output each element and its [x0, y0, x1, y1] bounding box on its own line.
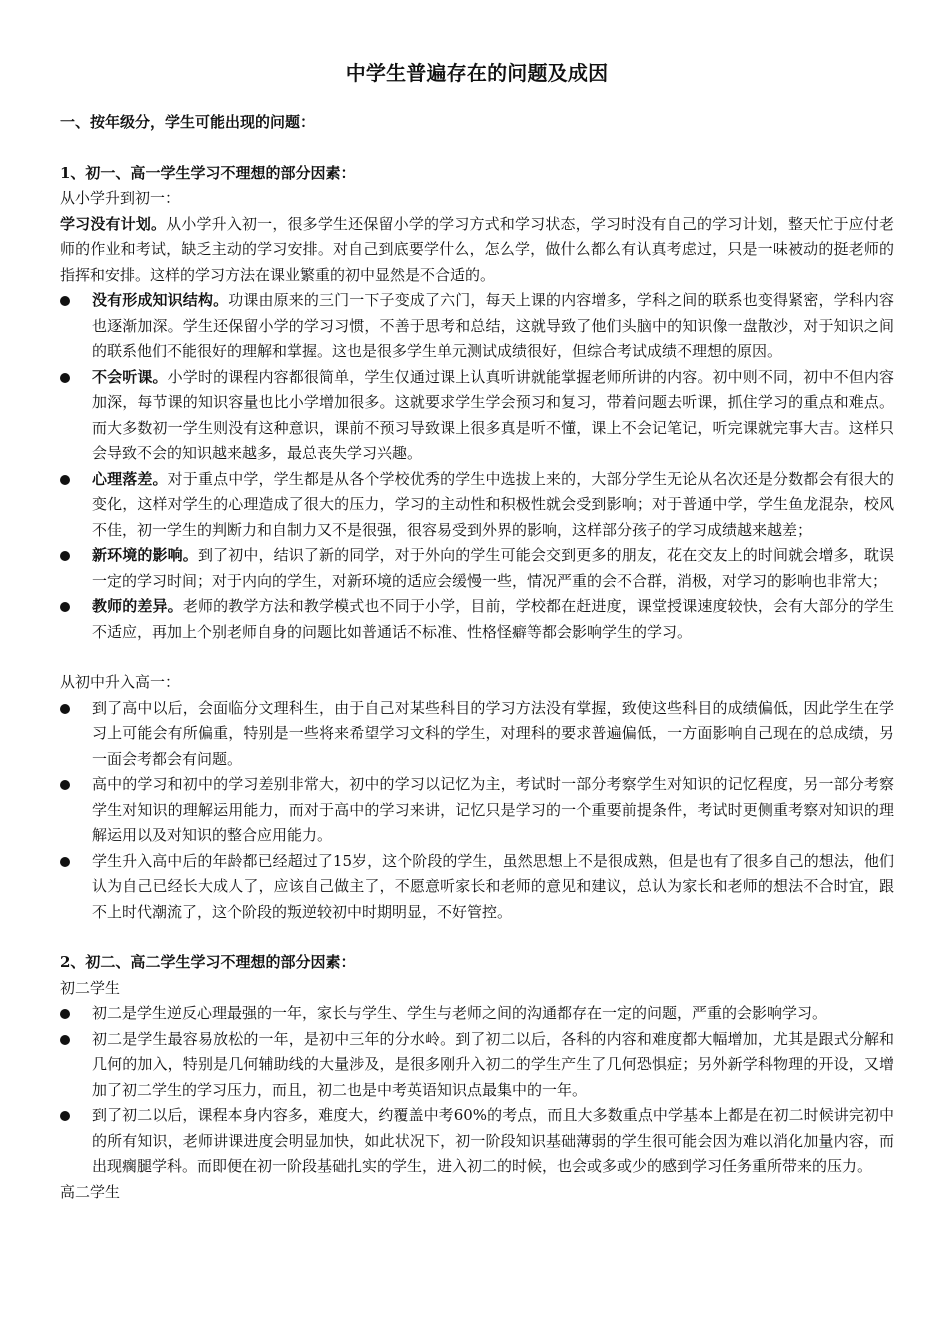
- bullet-icon: [60, 1111, 70, 1121]
- list-item: [60, 1001, 894, 1027]
- list-item: [60, 1027, 894, 1104]
- bullet-text: 初二是学生逆反心理最强的一年，家长与学生、学生与老师之间的沟通都存在一定的问题，严重的会影响学习。: [92, 1004, 828, 1022]
- bullet-text: 到了初中，结识了新的同学，对于外向的学生可能会交到更多的朋友，花在交友上的时间就会增多，耽误一定的学习时间；对于内向的学生，对新环境的适应会缓慢一些，情况严重的会不合群，消极，对学习的影响也非常大；: [92, 546, 894, 590]
- bullet-bold-lead: 没有形成知识结构。: [92, 291, 229, 309]
- list-item: [60, 849, 894, 926]
- intro-text: 从小学升入初一，很多学生还保留小学的学习方式和学习状态，学习时没有自己的学习计划，整天忙于应付老师的作业和考试，缺乏主动的学习安排。对自己到底要学什么，怎么学，做什么都么有认真考虑过，只是一味被动的挺老师的指挥和安排。这样的学习方法在课业繁重的初中显然是不合适的。: [60, 214, 894, 284]
- bullet-icon: [60, 857, 70, 867]
- bullet-bold-lead: 教师的差异。: [92, 597, 183, 615]
- section-1-intro-paragraph: [60, 212, 894, 289]
- bullet-icon: [60, 296, 70, 306]
- bullet-bold-lead: 心理落差。: [92, 469, 168, 488]
- list-item: [60, 467, 894, 544]
- bullet-icon: [60, 475, 70, 485]
- bullet-icon: [60, 1009, 70, 1019]
- list-item: [60, 594, 894, 645]
- bullet-text: 老师的教学方法和教学模式也不同于小学，目前，学校都在赶进度，课堂授课速度较快，会有大部分的学生不适应，再加上个别老师自身的问题比如普通话不标准、性格怪癖等都会影响学生的学习。: [92, 597, 894, 641]
- bullet-bold-lead: 新环境的影响。: [92, 546, 198, 564]
- list-item: [60, 772, 894, 849]
- page-title: 中学生普遍存在的问题及成因: [345, 61, 609, 85]
- list-item: [60, 543, 894, 594]
- section-2-subheading-grade11: 高二学生: [60, 1182, 121, 1201]
- section-2-heading: 2、初二、高二学生学习不理想的部分因素：: [60, 953, 356, 971]
- bullet-bold-lead: 不会听课。: [92, 367, 168, 386]
- section-2-bullets: [60, 1001, 894, 1180]
- bullet-icon: [60, 1035, 70, 1045]
- bullet-text: 学生升入高中后的年龄都已经超过了15岁，这个阶段的学生，虽然思想上不是很成熟，但是也有了很多自己的想法，他们认为自己已经长大成人了，应该自己做主了，不愿意听家长和老师的意见和建议，总认为家长和老师的想法不合时宜，跟不上时代潮流了，这个阶段的叛逆较初中时期明显，不好管控。: [92, 851, 894, 921]
- bullet-icon: [60, 373, 70, 383]
- bullet-text: 小学时的课程内容都很简单，学生仅通过课上认真听讲就能掌握老师所讲的内容。初中则不同，初中不但内容加深，每节课的知识容量也比小学增加很多。这就要求学生学会预习和复习，带着问题去听课，抓住学习的重点和难点。而大多数初一学生则没有这种意识，课前不预习导致课上很多真是听不懂，课上不会记笔记，听完课就完事大吉。这样只会导致不会的知识越来越多，最总丧失学习兴趣。: [92, 367, 894, 462]
- bullet-icon: [60, 602, 70, 612]
- section-1-subheading-primary: 从小学升到初一：: [60, 189, 181, 207]
- bullet-text: 对于重点中学，学生都是从各个学校优秀的学生中选拔上来的，大部分学生无论从名次还是分数都会有很大的变化，这样对学生的心理造成了很大的压力，学习的主动性和积极性就会受到影响；对于普通中学，学生鱼龙混杂，校风不佳，初一学生的判断力和自制力又不是很强，很容易受到外界的影响，这样部分孩子的学习成绩越来越差；: [92, 469, 894, 539]
- section-2-subheading-grade8: 初二学生: [60, 978, 121, 997]
- bullet-text: 初二是学生最容易放松的一年，是初中三年的分水岭。到了初二以后，各科的内容和难度都大幅增加，尤其是跟式分解和几何的加入，特别是几何辅助线的大量涉及，是很多刚升入初二的学生产生了几何恐惧症；另外新学科物理的开设，又增加了初二学生的学习压力，而且，初二也是中考英语知识点最集中的一年。: [92, 1029, 894, 1099]
- part-heading: 一、按年级分，学生可能出现的问题：: [60, 113, 316, 131]
- bullet-text: 高中的学习和初中的学习差别非常大，初中的学习以记忆为主，考试时一部分考察学生对知识的记忆程度，另一部分考察学生对知识的理解运用能力，而对于高中的学习来讲，记忆只是学习的一个重要前提条件，考试时更侧重考察对知识的理解运用以及对知识的整合应用能力。: [92, 775, 894, 844]
- intro-bold-lead: 学习没有计划。: [60, 214, 167, 233]
- bullet-text: 到了高中以后，会面临分文理科生，由于自己对某些科目的学习方法没有掌握，致使这些科目的成绩偏低，因此学生在学习上可能会有所偏重，特别是一些将来希望学习文科的学生，对理科的要求普遍偏低，一方面影响自己现在的总成绩，另一面会考都会有问题。: [92, 698, 894, 768]
- bullet-text: 功课由原来的三门一下子变成了六门，每天上课的内容增多，学科之间的联系也变得紧密，学科内容也逐渐加深。学生还保留小学的学习习惯，不善于思考和总结，这就导致了他们头脑中的知识像一盘散沙，对于知识之间的联系他们不能很好的理解和掌握。这也是很多学生单元测试成绩很好，但综合考试成绩不理想的原因。: [92, 291, 894, 360]
- section-1-bullets-a: [60, 288, 894, 645]
- section-1-bullets-b: [60, 696, 894, 926]
- bullet-icon: [60, 780, 70, 790]
- section-1-subheading-high: 从初中升入高一：: [60, 673, 181, 691]
- list-item: [60, 1103, 894, 1180]
- blank-line: [60, 136, 894, 161]
- list-item: [60, 696, 894, 773]
- section-1-heading: 1、初一、高一学生学习不理想的部分因素：: [60, 163, 356, 182]
- list-item: [60, 365, 894, 467]
- blank-line: [60, 925, 894, 950]
- bullet-icon: [60, 551, 70, 561]
- bullet-icon: [60, 704, 70, 714]
- bullet-text: 到了初二以后，课程本身内容多，难度大，约覆盖中考60%的考点，而且大多数重点中学基本上都是在初二时候讲完初中的所有知识，老师讲课进度会明显加快，如此状况下，初一阶段知识基础薄弱的学生很可能会因为难以消化加量内容，而出现瘸腿学科。而即便在初一阶段基础扎实的学生，进入初二的时候，也会或多或少的感到学习任务重所带来的压力。: [92, 1106, 894, 1175]
- blank-line: [60, 645, 894, 670]
- list-item: [60, 288, 894, 365]
